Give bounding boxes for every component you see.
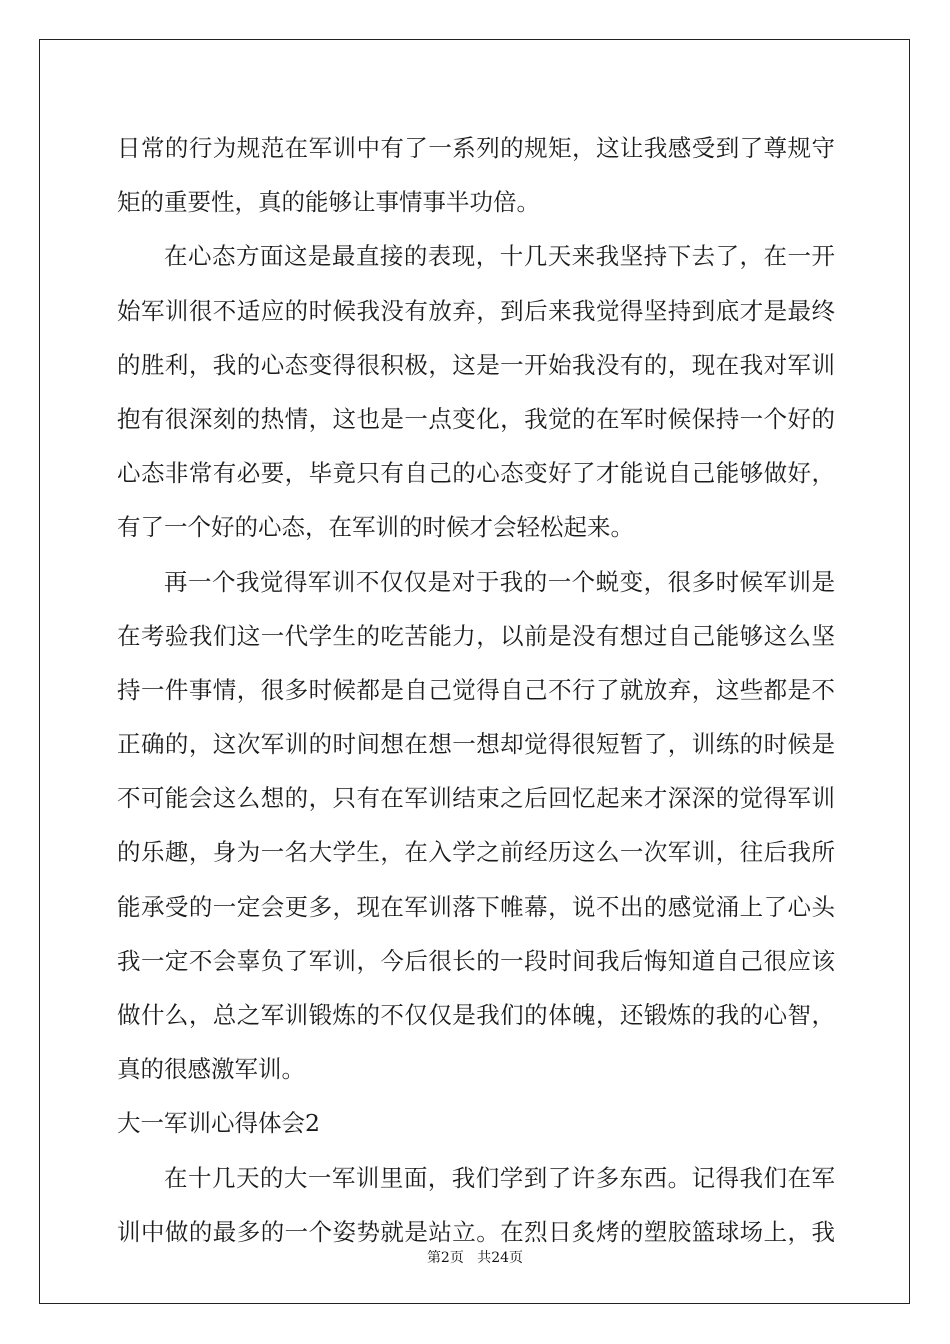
text-line: 日常的行为规范在军训中有了一系列的规矩，这让我感受到了尊规守 — [117, 134, 835, 162]
text-line: 正确的，这次军训的时间想在想一想却觉得很短暂了，训练的时候是 — [117, 730, 835, 759]
text-line: 的乐趣，身为一名大学生，在入学之前经历这么一次军训，往后我所 — [117, 838, 835, 867]
text-line: 再一个我觉得军训不仅仅是对于我的一个蜕变，很多时候军训是 — [164, 567, 835, 596]
text-line: 我一定不会辜负了军训，今后很长的一段时间我后悔知道自己很应该 — [117, 946, 835, 975]
text-line: 能承受的一定会更多，现在军训落下帷幕，说不出的感觉涌上了心头 — [117, 892, 835, 921]
text-line: 持一件事情，很多时候都是自己觉得自己不行了就放弃，这些都是不 — [117, 675, 835, 704]
page-number: 第2页 — [426, 1250, 464, 1266]
section-heading: 大一军训心得体会2 — [117, 1109, 320, 1138]
page-total: 共24页 — [477, 1250, 524, 1266]
text-line: 心态非常有必要，毕竟只有自己的心态变好了才能说自己能够做好， — [117, 459, 835, 488]
text-line: 真的很感激军训。 — [117, 1055, 305, 1084]
text-line: 做什么，总之军训锻炼的不仅仅是我们的体魄，还锻炼的我的心智， — [117, 1001, 835, 1029]
text-line: 有了一个好的心态，在军训的时候才会轻松起来。 — [117, 513, 634, 542]
text-line: 的胜利，我的心态变得很积极，这是一开始我没有的，现在我对军训 — [117, 350, 835, 379]
text-line: 抱有很深刻的热情，这也是一点变化，我觉的在军时候保持一个好的 — [117, 404, 835, 433]
page-footer — [0, 1247, 950, 1267]
text-line: 训中做的最多的一个姿势就是站立。在烈日炙烤的塑胶篮球场上，我 — [117, 1217, 835, 1246]
text-line: 不可能会这么想的，只有在军训结束之后回忆起来才深深的觉得军训 — [117, 784, 835, 813]
text-line: 在心态方面这是最直接的表现，十几天来我坚持下去了，在一开 — [164, 242, 835, 271]
text-line: 始军训很不适应的时候我没有放弃，到后来我觉得坚持到底才是最终 — [117, 296, 835, 325]
text-line: 矩的重要性，真的能够让事情事半功倍。 — [117, 188, 540, 217]
text-line: 在考验我们这一代学生的吃苦能力，以前是没有想过自己能够这么坚 — [117, 621, 835, 650]
document-body — [117, 126, 835, 1264]
text-line: 在十几天的大一军训里面，我们学到了许多东西。记得我们在军 — [164, 1163, 835, 1192]
